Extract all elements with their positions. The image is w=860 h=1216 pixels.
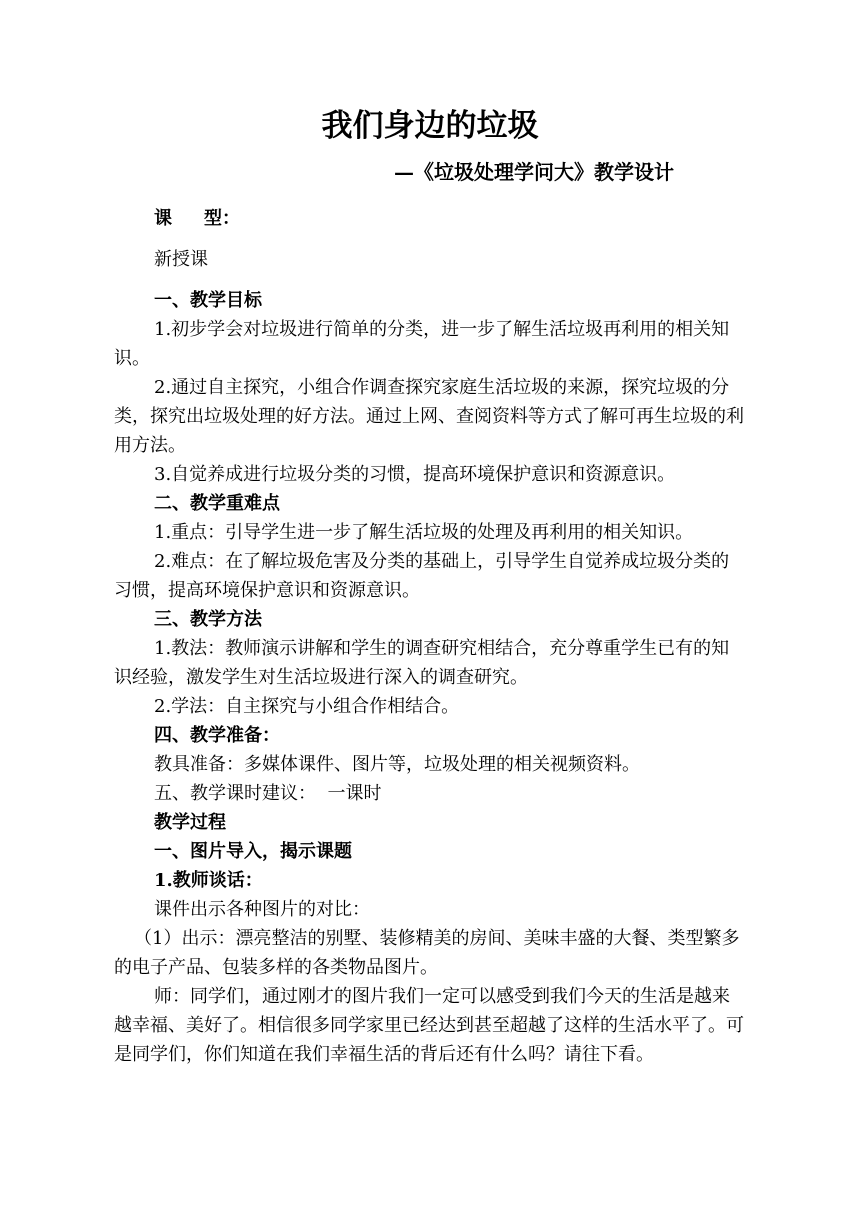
process-para-2: （1）出示：漂亮整洁的别墅、装修精美的房间、美味丰盛的大餐、类型繁多的电子产品、包装多样的各类物品图片。 xyxy=(114,928,740,978)
key-points-item-2: 2.难点：在了解垃圾危害及分类的基础上，引导学生自觉养成垃圾分类的习惯，提高环境保护意识和资源意识。 xyxy=(114,551,730,601)
preparation-item-1: 教具准备：多媒体课件、图片等，垃圾处理的相关视频资料。 xyxy=(154,754,640,775)
process-para-1: 课件出示各种图片的对比： xyxy=(154,899,370,920)
key-points-heading: 二、教学重难点 xyxy=(154,493,280,514)
preparation-heading: 四、教学准备： xyxy=(154,725,280,746)
goals-item-1: 1.初步学会对垃圾进行简单的分类，进一步了解生活垃圾再利用的相关知识。 xyxy=(114,319,730,369)
methods-item-1: 1.教法：教师演示讲解和学生的调查研究相结合，充分尊重学生已有的知识经验，激发学生对生活垃圾进行深入的调查研究。 xyxy=(114,638,730,688)
lesson-type-value: 新授课 xyxy=(154,249,208,270)
key-points-item-1: 1.重点：引导学生进一步了解生活垃圾的处理及再利用的相关知识。 xyxy=(154,522,694,543)
document-subtitle: —《垃圾处理学问大》教学设计 xyxy=(394,160,674,184)
methods-item-2: 2.学法：自主探究与小组合作相结合。 xyxy=(154,696,460,717)
hours-line: 五、教学课时建议： 一课时 xyxy=(154,783,382,804)
process-heading: 教学过程 xyxy=(154,812,226,833)
document-title: 我们身边的垃圾 xyxy=(321,108,539,144)
process-sub1-heading: 1.教师谈话： xyxy=(154,870,263,891)
goals-item-2: 2.通过自主探究，小组合作调查探究家庭生活垃圾的来源，探究垃圾的分类，探究出垃圾处理的好方法。通过上网、查阅资料等方式了解可再生垃圾的利用方法。 xyxy=(114,377,744,456)
process-step1-heading: 一、图片导入，揭示课题 xyxy=(154,841,352,862)
process-para-3: 师：同学们，通过刚才的图片我们一定可以感受到我们今天的生活是越来越幸福、美好了。相信很多同学家里已经达到甚至超越了这样的生活水平了。可是同学们，你们知道在我们幸福生活的背后还有什么吗？请往下看。 xyxy=(114,986,744,1065)
goals-heading: 一、教学目标 xyxy=(154,290,262,311)
lesson-type-label: 课型： xyxy=(154,208,240,229)
document-body xyxy=(114,202,746,1069)
goals-item-3: 3.自觉养成进行垃圾分类的习惯，提高环境保护意识和资源意识。 xyxy=(154,464,676,485)
methods-heading: 三、教学方法 xyxy=(154,609,262,630)
